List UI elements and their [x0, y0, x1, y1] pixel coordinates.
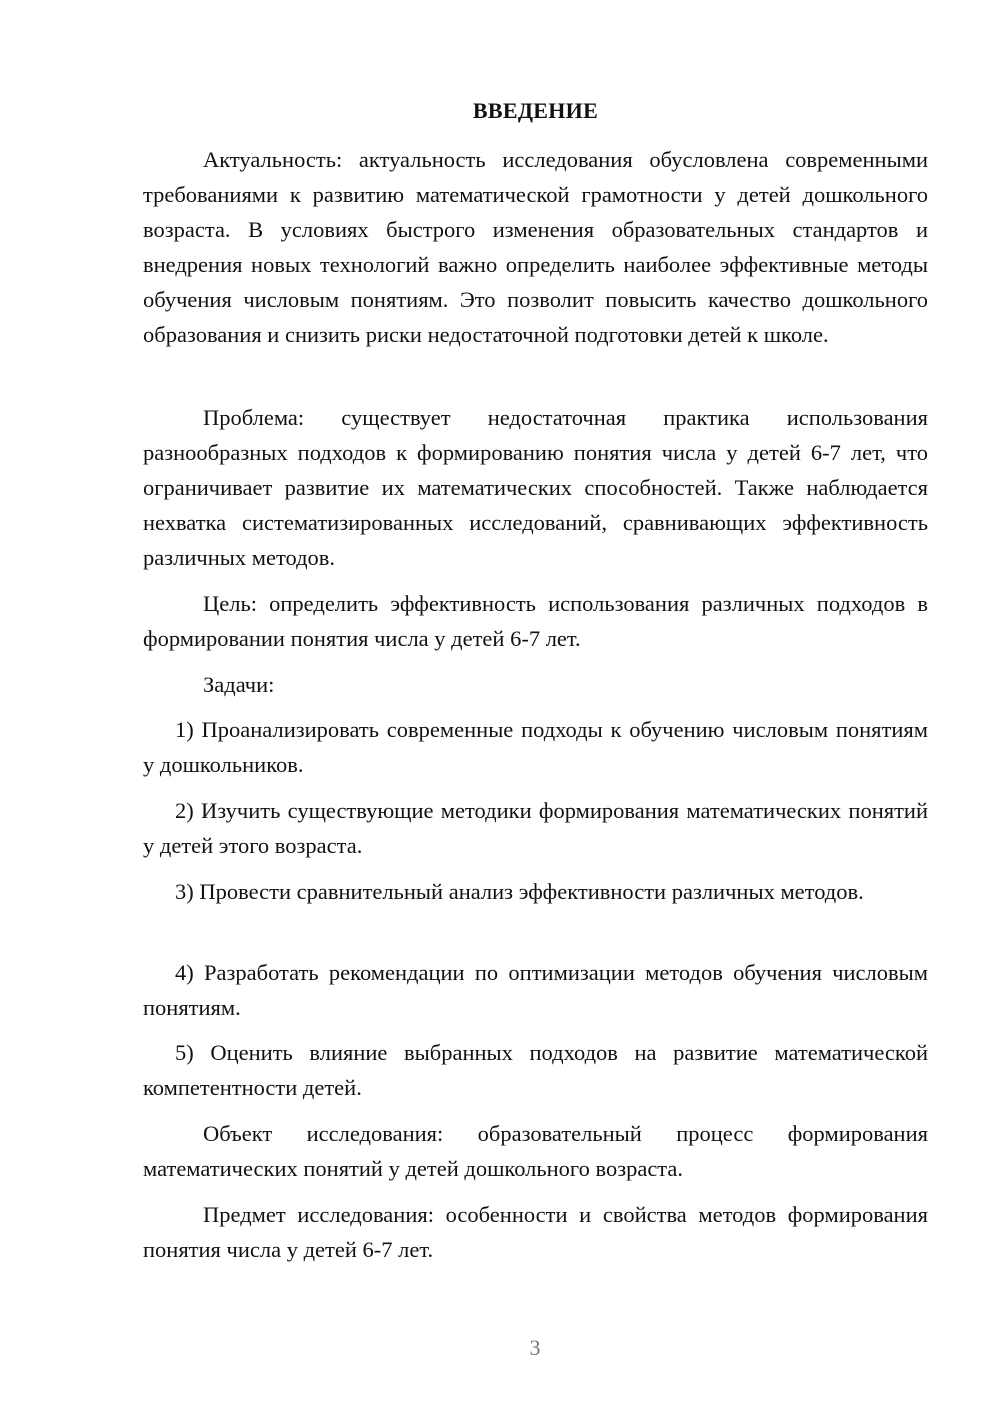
task-item-2: 2) Изучить существующие методики формирования математических понятий у детей этого возраста. [143, 798, 928, 858]
task-item-4: 4) Разработать рекомендации по оптимизации методов обучения числовым понятиям. [143, 960, 928, 1020]
task-item-1: 1) Проанализировать современные подходы к обучению числовым понятиям у дошкольников. [143, 717, 928, 777]
page-title: ВВЕДЕНИЕ [472, 98, 599, 123]
task-item-3: 3) Провести сравнительный анализ эффективности различных методов. [175, 879, 864, 904]
relevance-paragraph: Актуальность: актуальность исследования обусловлена современными требованиями к развитию математической грамотности у детей дошкольного возраста. В условиях быстрого изменения образовательных стандартов и внедрения новых технологий важно определить наиболее эффективные методы обучения числовым понятиям. Это позволит повысить качество дошкольного образования и снизить риски недостаточной подготовки детей к школе. [143, 147, 928, 347]
task-item-5: 5) Оценить влияние выбранных подходов на развитие математической компетентности детей. [143, 1040, 928, 1100]
object-paragraph: Объект исследования: образовательный процесс формирования математических понятий у детей дошкольного возраста. [143, 1121, 928, 1181]
tasks-heading: Задачи: [203, 672, 275, 697]
goal-paragraph: Цель: определить эффективность использования различных подходов в формировании понятия числа у детей 6-7 лет. [143, 591, 928, 651]
page-number: 3 [529, 1335, 541, 1360]
problem-paragraph: Проблема: существует недостаточная практика использования разнообразных подходов к формированию понятия числа у детей 6-7 лет, что ограничивает развитие их математических способностей. Также наблюдается нехватка систематизированных исследований, сравнивающих эффективность различных методов. [143, 405, 928, 570]
subject-paragraph: Предмет исследования: особенности и свойства методов формирования понятия числа у детей 6-7 лет. [143, 1202, 928, 1262]
